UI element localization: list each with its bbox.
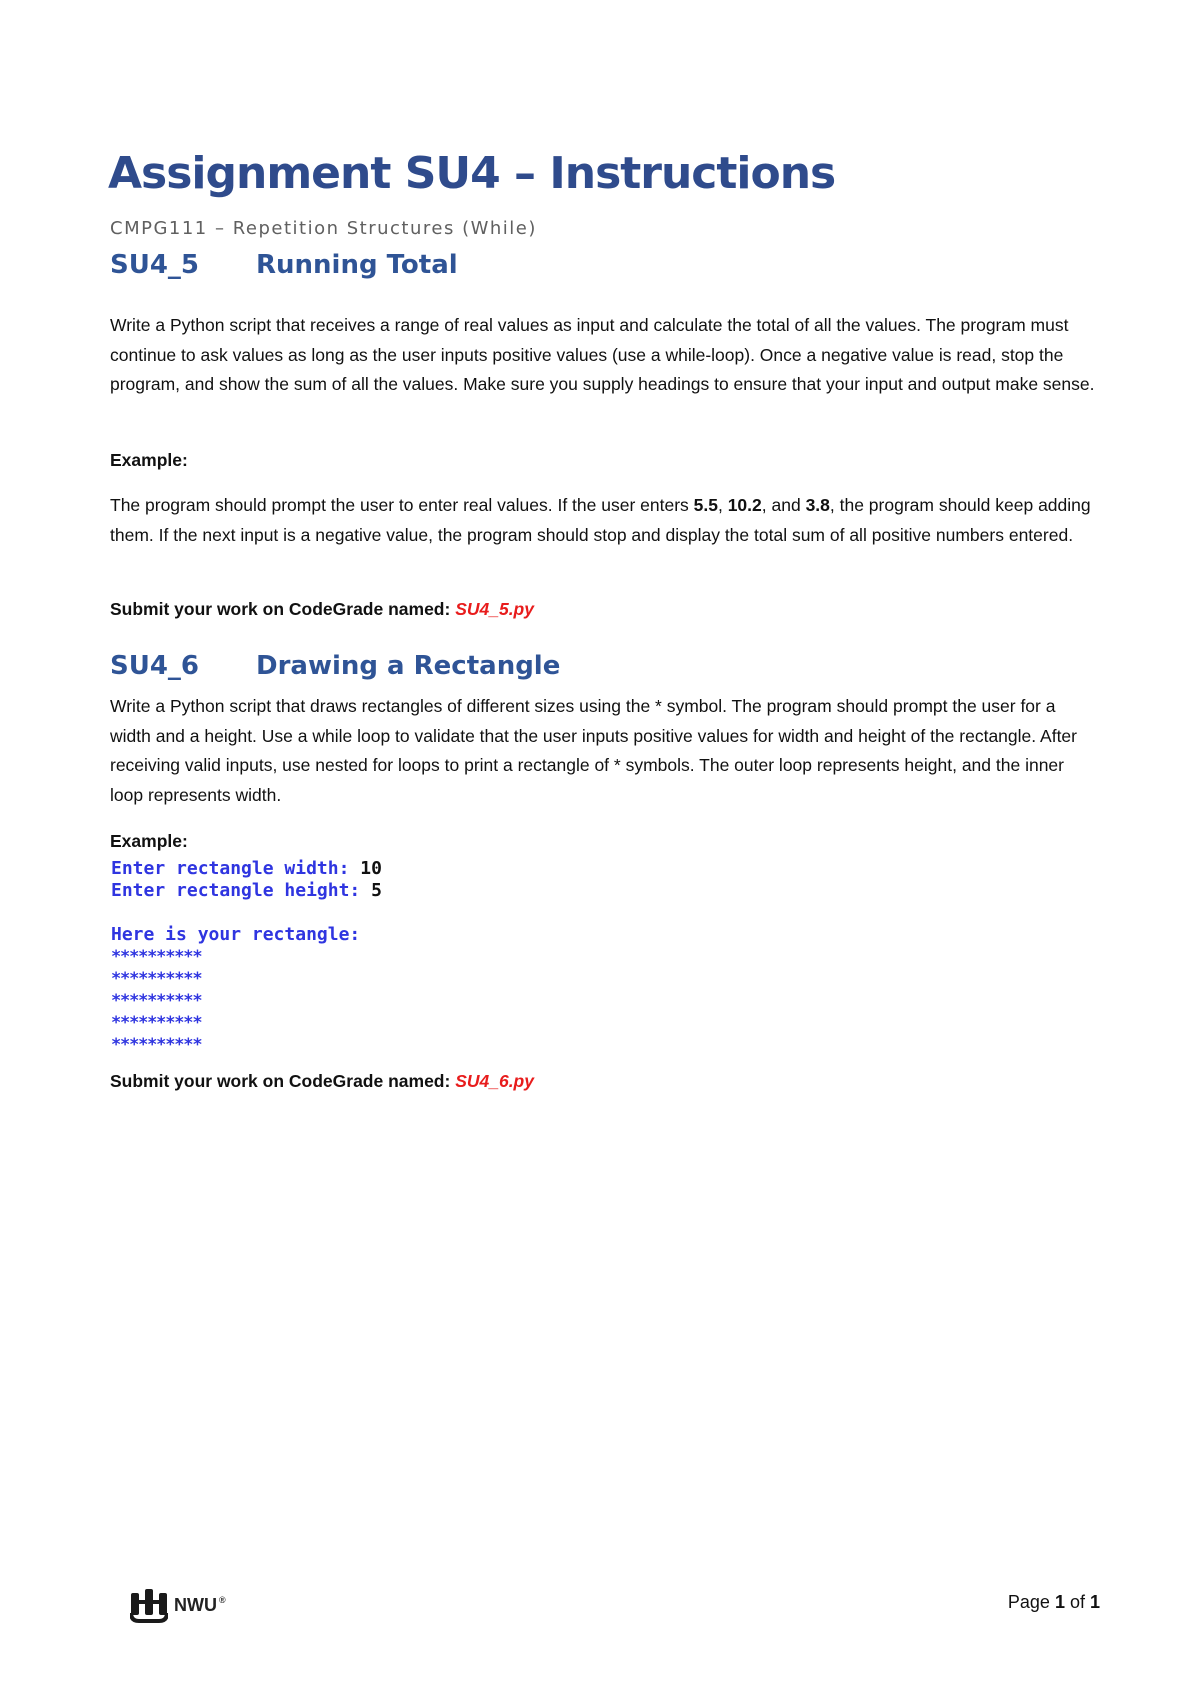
submit-instruction xyxy=(110,1071,534,1092)
example-value: 5.5 xyxy=(693,495,718,515)
submit-filename: SU4_6.py xyxy=(455,1071,534,1091)
console-output xyxy=(111,858,382,1056)
example-label: Example: xyxy=(110,831,188,851)
section-heading-su4-6 xyxy=(110,651,560,681)
section-name: Drawing a Rectangle xyxy=(256,651,561,681)
console-line xyxy=(111,858,382,880)
rectangle-row: ********** xyxy=(111,969,202,989)
rectangle-row: ********** xyxy=(111,991,202,1011)
example-text-part: The program should prompt the user to enter real values. If the user enters xyxy=(110,495,694,515)
page-prefix: Page xyxy=(1007,1592,1055,1612)
page-of: of xyxy=(1064,1592,1090,1612)
console-line xyxy=(111,880,382,902)
submit-instruction xyxy=(110,599,534,620)
console-blank-line xyxy=(111,902,382,924)
example-text-part: , and xyxy=(761,495,806,515)
nwu-logo-icon xyxy=(130,1587,168,1623)
example-value: 10.2 xyxy=(727,495,762,515)
rectangle-row: ********** xyxy=(111,947,202,967)
section-paragraph: Write a Python script that receives a range of real values as input and calculate the total of all the values. The program must continue to ask values as long as the user inputs positive values (use a while-loop). Once a negative value is read, stop the program, and show the sum of all the values. Make sure you supply headings to ensure that your input and output make sense. xyxy=(110,315,1095,394)
width-prompt: Enter rectangle width: xyxy=(111,858,361,879)
submit-label: Submit your work on CodeGrade named: xyxy=(110,1071,456,1091)
logo-text: NWU xyxy=(174,1594,217,1615)
section-code: SU4_6 xyxy=(110,651,200,681)
example-label: Example: xyxy=(110,450,188,470)
registered-mark: ® xyxy=(219,1594,226,1605)
example-value: 3.8 xyxy=(805,495,830,515)
submit-label: Submit your work on CodeGrade named: xyxy=(110,599,456,619)
width-value: 10 xyxy=(360,858,382,879)
height-value: 5 xyxy=(371,880,382,901)
page-current: 1 xyxy=(1054,1592,1065,1612)
rectangle-row: ********** xyxy=(111,1013,202,1033)
section-paragraph: Write a Python script that draws rectangles of different sizes using the * symbol. The program should prompt the user for a width and a height. Use a while loop to validate that the user inputs positive values for width and height of the rectangle. After receiving valid inputs, use nested for loops to print a rectangle of * symbols. The outer loop represents height, and the inner loop represents width. xyxy=(110,696,1077,805)
page-number xyxy=(1008,1592,1100,1613)
page-total: 1 xyxy=(1089,1592,1100,1612)
nwu-logo-text xyxy=(174,1595,226,1616)
example-text-part: , xyxy=(717,495,728,515)
section-name: Running Total xyxy=(256,250,458,280)
nwu-logo xyxy=(130,1586,226,1624)
console-result-heading: Here is your rectangle: xyxy=(111,924,361,945)
submit-filename: SU4_5.py xyxy=(455,599,534,619)
height-prompt: Enter rectangle height: xyxy=(111,880,372,901)
rectangle-row: ********** xyxy=(111,1035,202,1055)
example-text-part: , the program should keep adding them. If the next input is a negative value, the program should stop and display the total sum of all positive numbers entered. xyxy=(110,495,1091,545)
page-title: Assignment SU4 – Instructions xyxy=(108,148,836,199)
section-code: SU4_5 xyxy=(110,250,200,280)
page-subtitle: CMPG111 – Repetition Structures (While) xyxy=(110,218,537,239)
example-description xyxy=(110,491,1100,550)
section-heading-su4-5 xyxy=(110,250,458,280)
